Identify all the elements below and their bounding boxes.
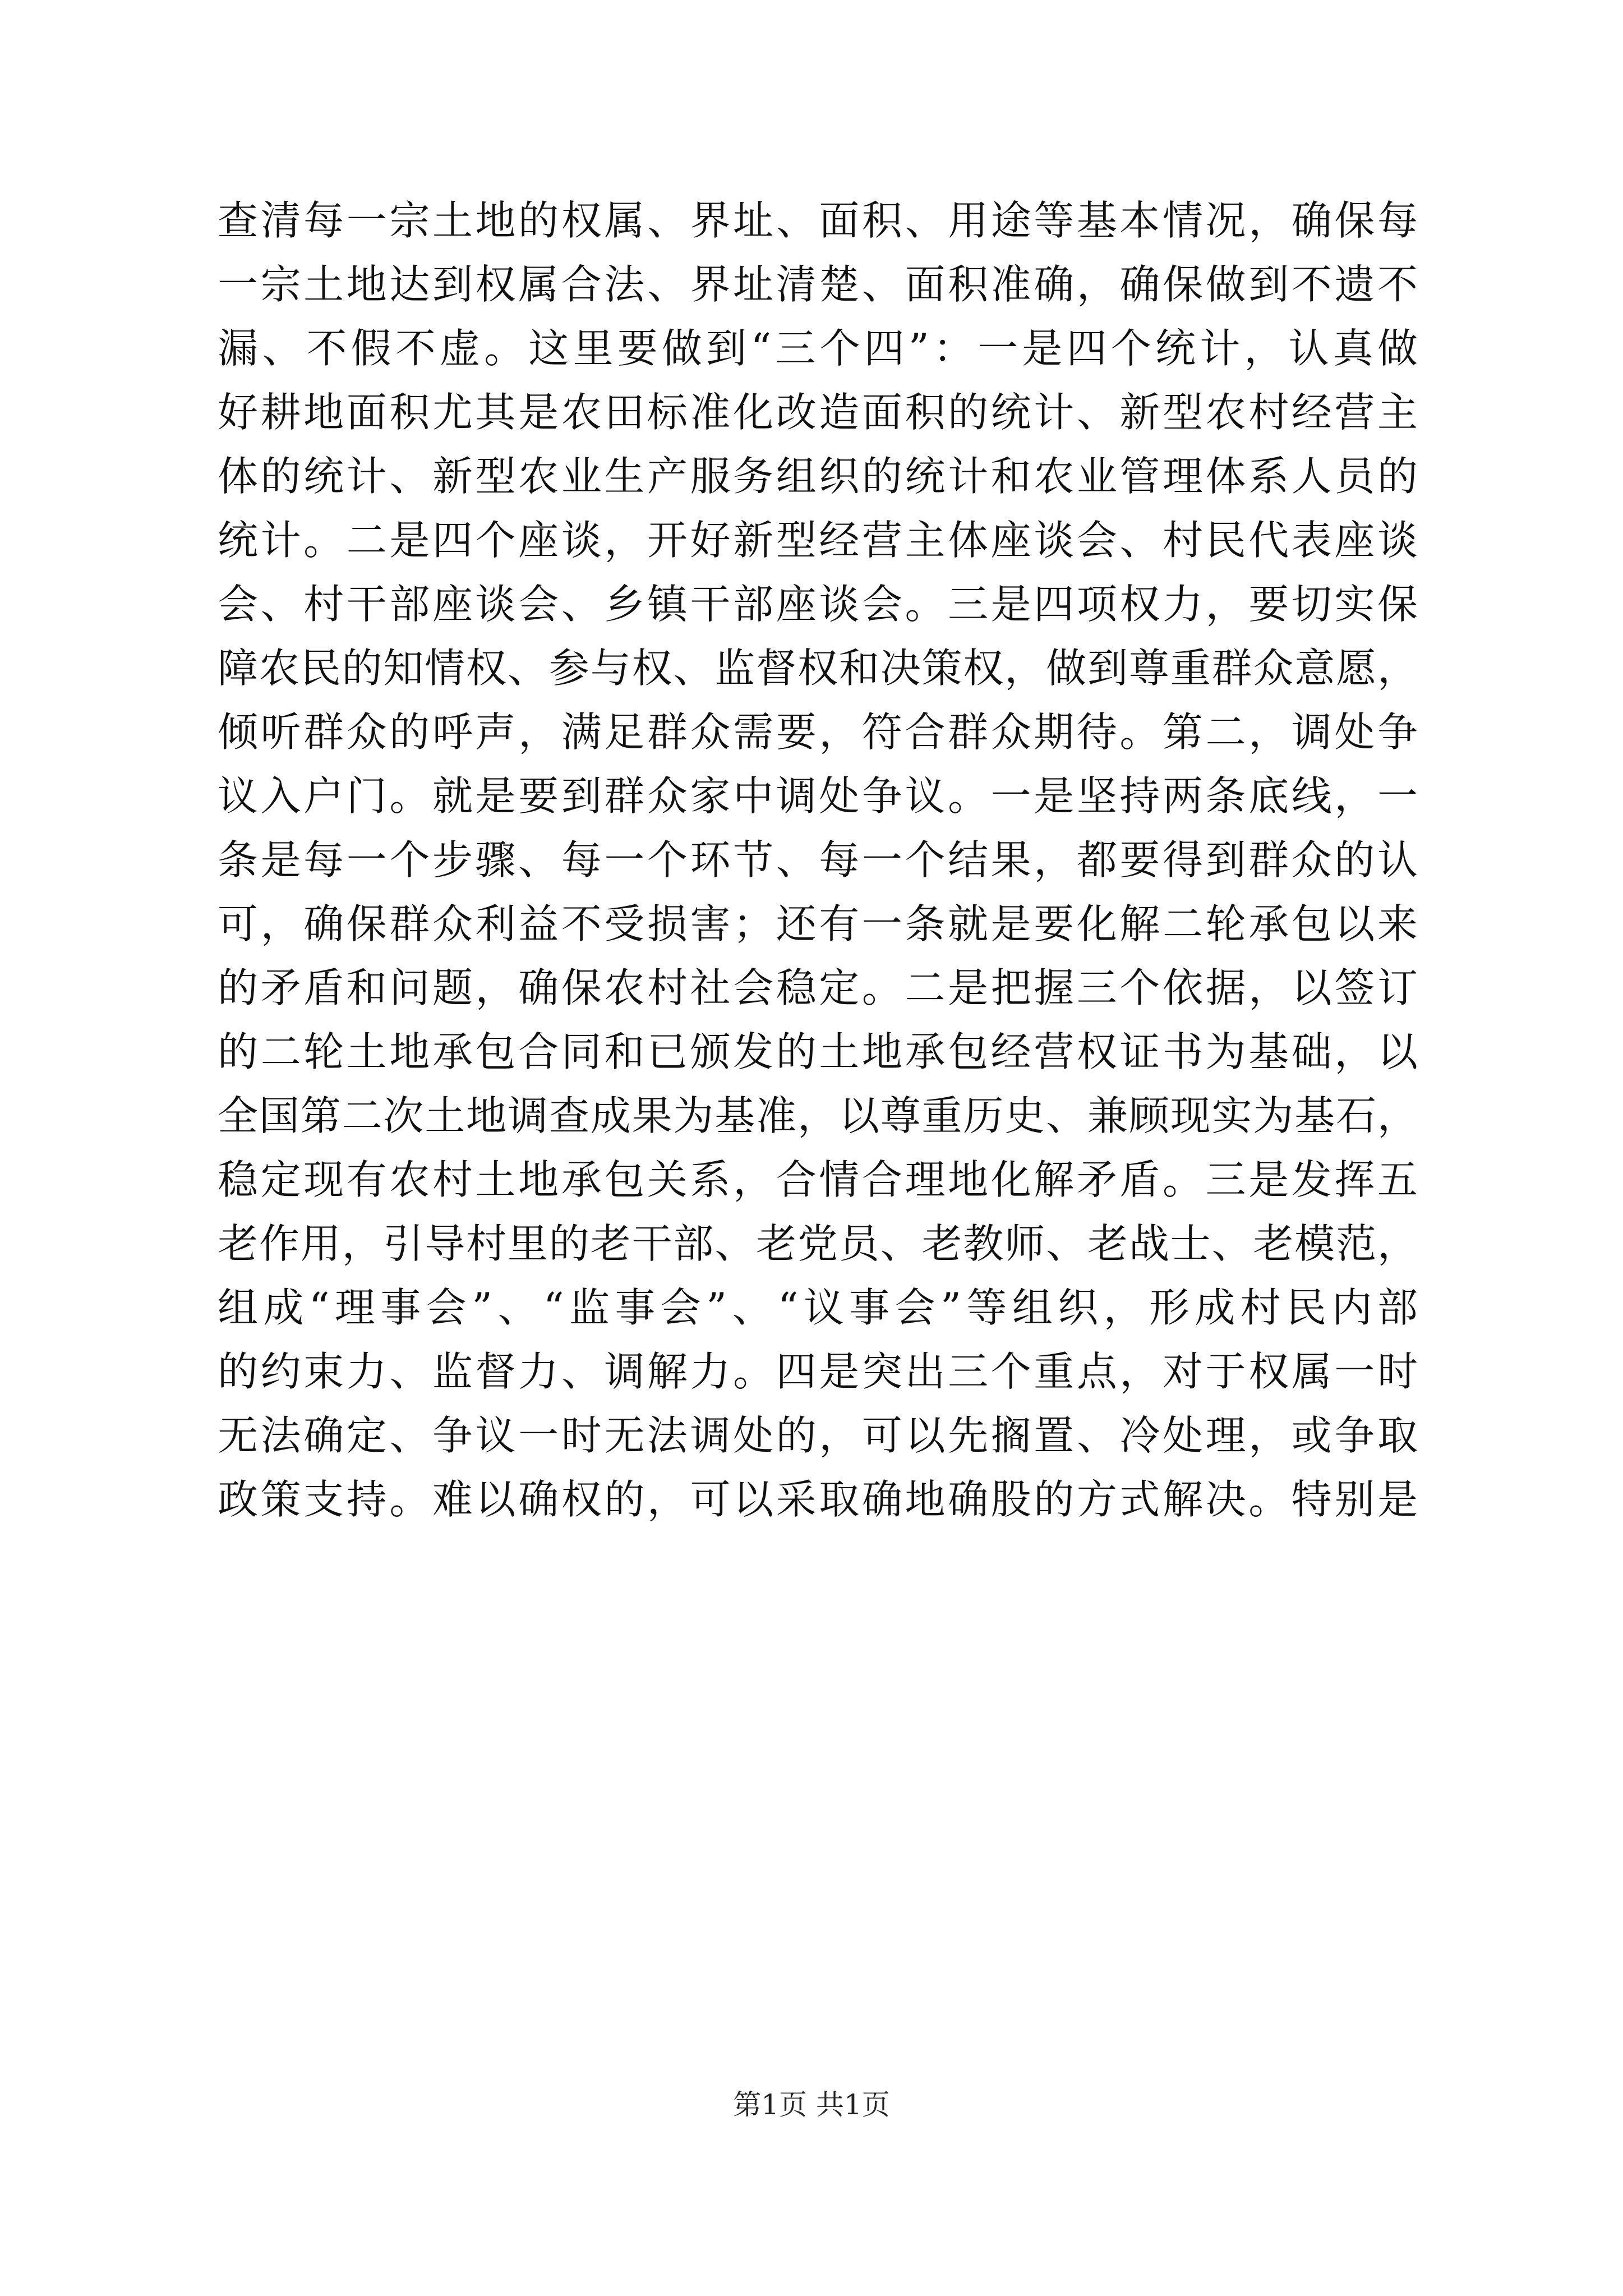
- text-line-16: 稳定现有农村土地承包关系，合情合理地化解矛盾。三是发挥五: [218, 1156, 1418, 1203]
- text-line-12: 可，确保群众利益不受损害；还有一条就是要化解二轮承包以来: [218, 900, 1418, 947]
- text-line-9: 倾听群众的呼声，满足群众需要，符合群众期待。第二，调处争: [218, 708, 1418, 756]
- text-line-17: 老作用，引导村里的老干部、老党员、老教师、老战士、老模范，: [218, 1220, 1418, 1267]
- text-line-4: 好耕地面积尤其是农田标准化改造面积的统计、新型农村经营主: [218, 389, 1418, 436]
- text-line-20: 无法确定、争议一时无法调处的，可以先搁置、冷处理，或争取: [218, 1412, 1418, 1459]
- text-line-19: 的约束力、监督力、调解力。四是突出三个重点，对于权属一时: [218, 1348, 1418, 1395]
- text-line-1: 查清每一宗土地的权属、界址、面积、用途等基本情况，确保每: [218, 197, 1418, 244]
- text-line-7: 会、村干部座谈会、乡镇干部座谈会。三是四项权力，要切实保: [218, 581, 1418, 628]
- text-line-14: 的二轮土地承包合同和已颁发的土地承包经营权证书为基础，以: [218, 1028, 1418, 1075]
- text-line-18: 组成“理事会”、“监事会”、“议事会”等组织，形成村民内部: [218, 1284, 1418, 1331]
- text-line-15: 全国第二次土地调查成果为基准，以尊重历史、兼顾现实为基石，: [218, 1092, 1418, 1139]
- text-line-13: 的矛盾和问题，确保农村社会稳定。二是把握三个依据，以签订: [218, 964, 1418, 1011]
- text-line-3: 漏、不假不虚。这里要做到“三个四”：一是四个统计，认真做: [218, 325, 1418, 372]
- body-paragraph: [218, 188, 1418, 1531]
- text-line-2: 一宗土地达到权属合法、界址清楚、面积准确，确保做到不遗不: [218, 261, 1418, 308]
- text-line-11: 条是每一个步骤、每一个环节、每一个结果，都要得到群众的认: [218, 836, 1418, 884]
- text-line-10: 议入户门。就是要到群众家中调处争议。一是坚持两条底线，一: [218, 772, 1418, 820]
- text-line-21: 政策支持。难以确权的，可以采取确地确股的方式解决。特别是: [218, 1476, 1418, 1523]
- text-line-8: 障农民的知情权、参与权、监督权和决策权，做到尊重群众意愿，: [218, 645, 1418, 692]
- text-line-6: 统计。二是四个座谈，开好新型经营主体座谈会、村民代表座谈: [218, 517, 1418, 564]
- page-number-footer: 第1页 共1页: [733, 2088, 890, 2121]
- text-line-5: 体的统计、新型农业生产服务组织的统计和农业管理体系人员的: [218, 453, 1418, 500]
